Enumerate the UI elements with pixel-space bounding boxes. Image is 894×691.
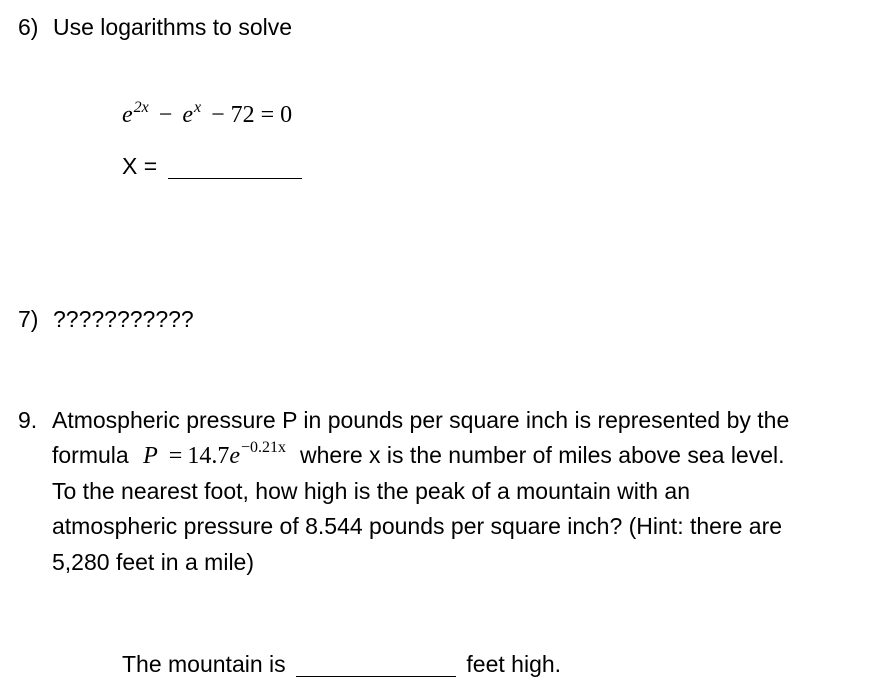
answer-suffix: feet high. <box>466 651 562 677</box>
equation <box>122 99 293 128</box>
formula-lhs: P <box>143 443 158 469</box>
question-6-header <box>18 16 292 39</box>
question-number: 7) <box>18 306 39 332</box>
question-text: ??????????? <box>53 306 194 332</box>
equation-exponent: 2x <box>133 99 149 116</box>
equation-base: e <box>122 102 133 128</box>
formula <box>143 439 292 469</box>
question-instruction: Use logarithms to solve <box>53 14 293 40</box>
answer-row-mountain <box>122 653 561 677</box>
equation-exponent: x <box>193 99 202 116</box>
answer-row-x <box>122 155 302 179</box>
equation-rest: − 72 = 0 <box>211 102 293 128</box>
formula-base: e <box>229 443 240 469</box>
formula-coefficient: 14.7 <box>187 443 230 469</box>
formula-exponent: −0.21x <box>240 439 286 456</box>
question-number: 6) <box>18 14 39 40</box>
equation-base: e <box>182 102 193 128</box>
answer-prefix: The mountain is <box>122 651 286 677</box>
formula-intro: formula <box>52 442 129 468</box>
formula-description: where x is the number of miles above sea level. <box>300 442 785 468</box>
answer-label: X = <box>122 153 158 179</box>
question-7-header <box>18 308 194 331</box>
formula-equals: = <box>168 443 183 469</box>
problem-text-line: atmospheric pressure of 8.544 pounds per square inch? (Hint: there are <box>52 513 783 539</box>
answer-blank-x[interactable] <box>168 155 302 179</box>
equation-operator: − <box>158 102 173 128</box>
problem-text-line <box>52 439 785 469</box>
problem-text-line: To the nearest foot, how high is the peak of a mountain with an <box>52 478 691 504</box>
problem-text-line: Atmospheric pressure P in pounds per square inch is represented by the <box>52 407 790 433</box>
problem-text-line: 5,280 feet in a mile) <box>52 549 255 575</box>
question-9-number: 9. <box>18 407 38 433</box>
answer-blank-height[interactable] <box>296 653 456 677</box>
